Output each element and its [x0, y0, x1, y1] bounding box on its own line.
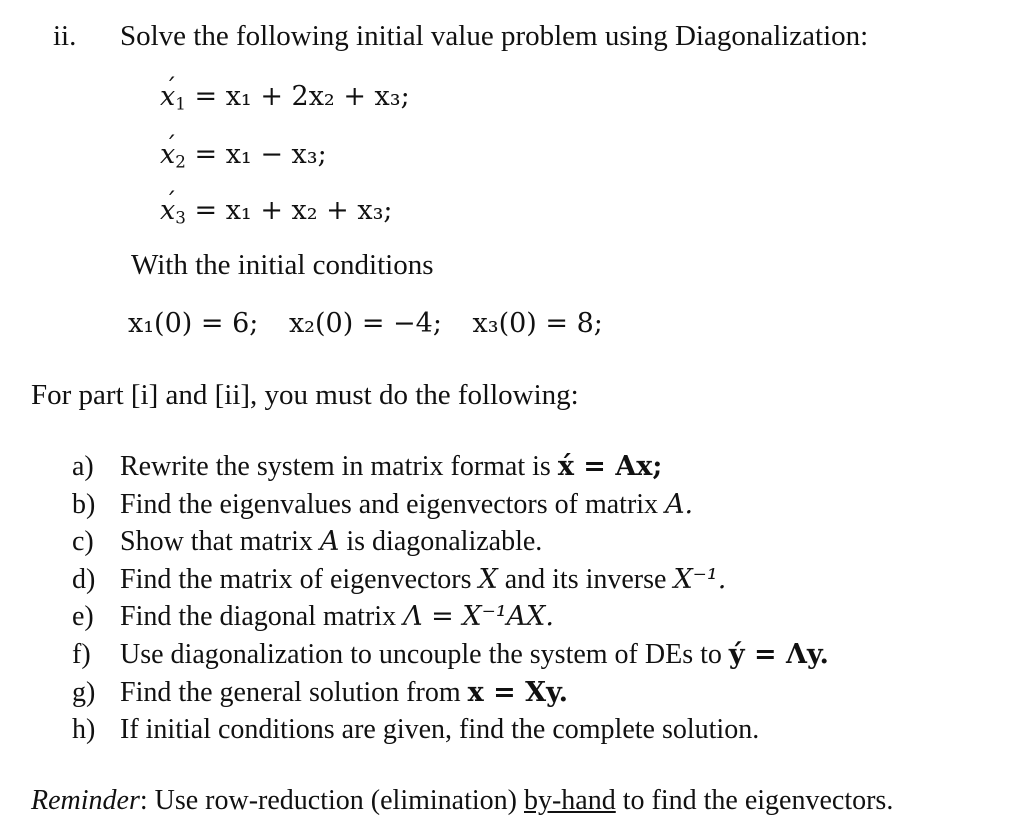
equation-2-rhs: = x₁ − x₃;: [194, 139, 327, 170]
equation-1: [160, 80, 410, 114]
equation-3-lhs-sub: 3: [175, 207, 186, 228]
equation-1-rhs: = x₁ + 2x₂ + x₃;: [194, 81, 410, 112]
task-math: A: [319, 526, 340, 558]
reminder-label: Reminder: [31, 785, 140, 816]
reminder-text-post: to find the eigenvectors.: [615, 785, 894, 816]
problem-title: Solve the following initial value problem using Diagonalization:: [120, 20, 869, 52]
task-text: If initial conditions are given, find the complete solution.: [120, 714, 760, 746]
initial-condition-1: x₁(0) = 6;: [128, 308, 259, 339]
task-text-post: is diagonalizable.: [339, 526, 543, 558]
equation-3-rhs: = x₁ + x₂ + x₃;: [194, 195, 393, 226]
task-label: g): [72, 676, 96, 708]
task-label: d): [72, 563, 96, 595]
task-math: x = Xy.: [467, 676, 569, 708]
equation-3: [160, 194, 393, 228]
task-list: [72, 450, 829, 751]
task-item-d: [72, 563, 829, 601]
reminder-text: Use row-reduction (elimination): [147, 785, 524, 816]
task-text: Use diagonalization to uncouple the system of DEs to: [120, 638, 729, 670]
task-label: f): [72, 638, 91, 670]
equation-2: [160, 138, 327, 172]
equation-1-lhs-var: x ´: [160, 80, 175, 114]
task-math: ý = Λy.: [728, 638, 829, 670]
task-item-f: [72, 638, 829, 676]
task-item-g: [72, 676, 829, 714]
task-text-post: and its inverse: [497, 563, 674, 595]
task-text: Find the matrix of eigenvectors: [120, 563, 479, 595]
task-text: Show that matrix: [120, 526, 320, 558]
task-text: Find the general solution from: [120, 676, 468, 708]
task-item-e: [72, 600, 829, 638]
task-label: e): [72, 601, 94, 633]
task-math: x́ = Ax;: [557, 451, 663, 482]
task-math: Λ = X⁻¹AX.: [403, 601, 554, 633]
task-item-a: [72, 450, 829, 488]
reminder-colon: :: [139, 785, 148, 816]
problem-number: ii.: [53, 20, 77, 52]
initial-condition-2: x₂(0) = −4;: [288, 308, 442, 339]
reminder: [31, 784, 893, 818]
parts-intro: For part [i] and [ii], you must do the following:: [31, 379, 579, 411]
reminder-underlined: by-hand: [523, 785, 616, 816]
task-text: Find the diagonal matrix: [120, 601, 404, 633]
task-item-b: [72, 488, 829, 526]
equation-1-lhs-sub: 1: [175, 93, 186, 114]
task-math: A.: [665, 488, 694, 520]
equation-3-lhs-var: x ´: [160, 194, 175, 228]
task-item-h: [72, 713, 829, 751]
task-label: a): [72, 451, 94, 482]
equation-2-lhs-var: x ´: [160, 138, 175, 172]
task-label: b): [72, 488, 96, 520]
task-label: h): [72, 714, 96, 746]
task-text: Find the eigenvalues and eigenvectors of matrix: [120, 488, 666, 520]
task-item-c: [72, 525, 829, 563]
task-label: c): [72, 526, 94, 558]
initial-conditions-label: With the initial conditions: [131, 249, 434, 281]
initial-conditions: [128, 307, 603, 341]
task-math-2: X⁻¹.: [673, 563, 727, 595]
task-text: Rewrite the system in matrix format is: [120, 451, 558, 482]
equation-2-lhs-sub: 2: [175, 151, 186, 172]
initial-condition-3: x₃(0) = 8;: [472, 308, 603, 339]
task-math: X: [478, 563, 498, 595]
